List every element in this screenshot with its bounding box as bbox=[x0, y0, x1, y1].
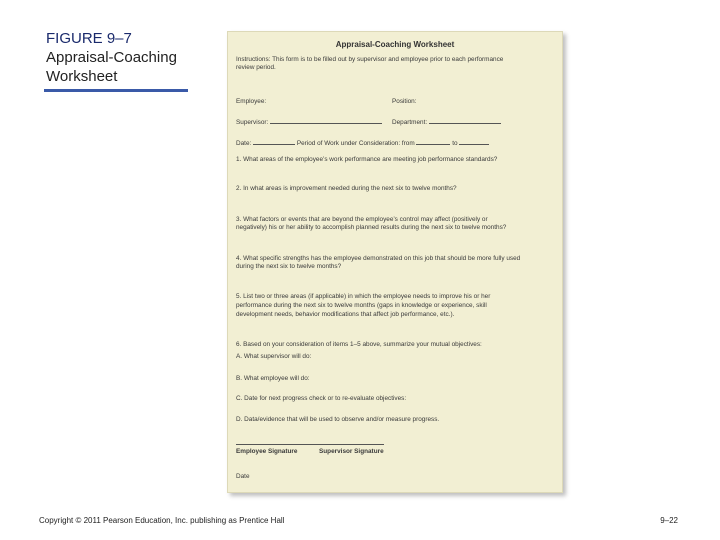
period-from-field[interactable] bbox=[416, 139, 450, 145]
supervisor-row bbox=[236, 118, 382, 128]
period-label: Period of Work under Consideration: from bbox=[296, 140, 415, 147]
date-label: Date: bbox=[236, 140, 252, 147]
instructions-line-1: Instructions: This form is to be filled out by supervisor and employee prior to each performance bbox=[236, 56, 504, 63]
to-label: to bbox=[452, 140, 458, 147]
question-6c: C. Date for next progress check or to re-evaluate objectives: bbox=[236, 395, 407, 402]
question-4-line-1: 4. What specific strengths has the employee demonstrated on this job that should be more fully used bbox=[236, 255, 521, 262]
figure-title-line-1: Appraisal-Coaching bbox=[46, 49, 177, 66]
date-field[interactable] bbox=[253, 139, 295, 145]
supervisor-signature-label: Supervisor Signature bbox=[319, 448, 384, 455]
question-5-line-2: performance during the next six to twelve months (gaps in knowledge or experience, skill bbox=[236, 302, 487, 309]
question-5-line-1: 5. List two or three areas (if applicable) in which the employee needs to improve his or her bbox=[236, 293, 491, 300]
supervisor-field[interactable] bbox=[270, 118, 382, 124]
instructions-line-2: review period. bbox=[236, 64, 276, 71]
question-1: 1. What areas of the employee’s work performance are meeting job performance standards? bbox=[236, 156, 498, 163]
supervisor-label: Supervisor: bbox=[236, 119, 269, 126]
period-to-field[interactable] bbox=[459, 139, 489, 145]
question-6a: A. What supervisor will do: bbox=[236, 353, 312, 360]
date-row bbox=[236, 139, 489, 149]
department-label: Department: bbox=[392, 119, 428, 126]
page-number: 9–22 bbox=[660, 516, 678, 525]
copyright-notice: Copyright © 2011 Pearson Education, Inc. publishing as Prentice Hall bbox=[39, 516, 285, 525]
question-4-line-2: during the next six to twelve months? bbox=[236, 263, 342, 270]
signature-line[interactable] bbox=[236, 444, 384, 445]
question-5-line-3: development needs, behavior modifications that affect job performance, etc.). bbox=[236, 311, 455, 318]
question-6b: B. What employee will do: bbox=[236, 375, 310, 382]
worksheet-page bbox=[227, 31, 563, 493]
employee-signature-label: Employee Signature bbox=[236, 448, 298, 455]
worksheet-title: Appraisal-Coaching Worksheet bbox=[335, 40, 455, 49]
question-6d: D. Data/evidence that will be used to observe and/or measure progress. bbox=[236, 416, 440, 423]
figure-title-line-2: Worksheet bbox=[46, 68, 118, 85]
employee-label: Employee: bbox=[236, 98, 267, 105]
department-row bbox=[392, 118, 501, 128]
figure-number: FIGURE 9–7 bbox=[46, 30, 132, 47]
question-2: 2. In what areas is improvement needed during the next six to twelve months? bbox=[236, 185, 457, 192]
department-field[interactable] bbox=[429, 118, 501, 124]
question-6: 6. Based on your consideration of items 1–5 above, summarize your mutual objectives: bbox=[236, 341, 482, 348]
figure-title bbox=[46, 29, 177, 86]
question-3-line-1: 3. What factors or events that are beyond the employee’s control may affect (positively or bbox=[236, 216, 488, 223]
question-3-line-2: negatively) his or her ability to accomplish planned results during the next six to twelve months? bbox=[236, 224, 507, 231]
date-footer-label: Date bbox=[236, 473, 250, 480]
title-underline bbox=[44, 89, 188, 92]
position-label: Position: bbox=[392, 98, 417, 105]
